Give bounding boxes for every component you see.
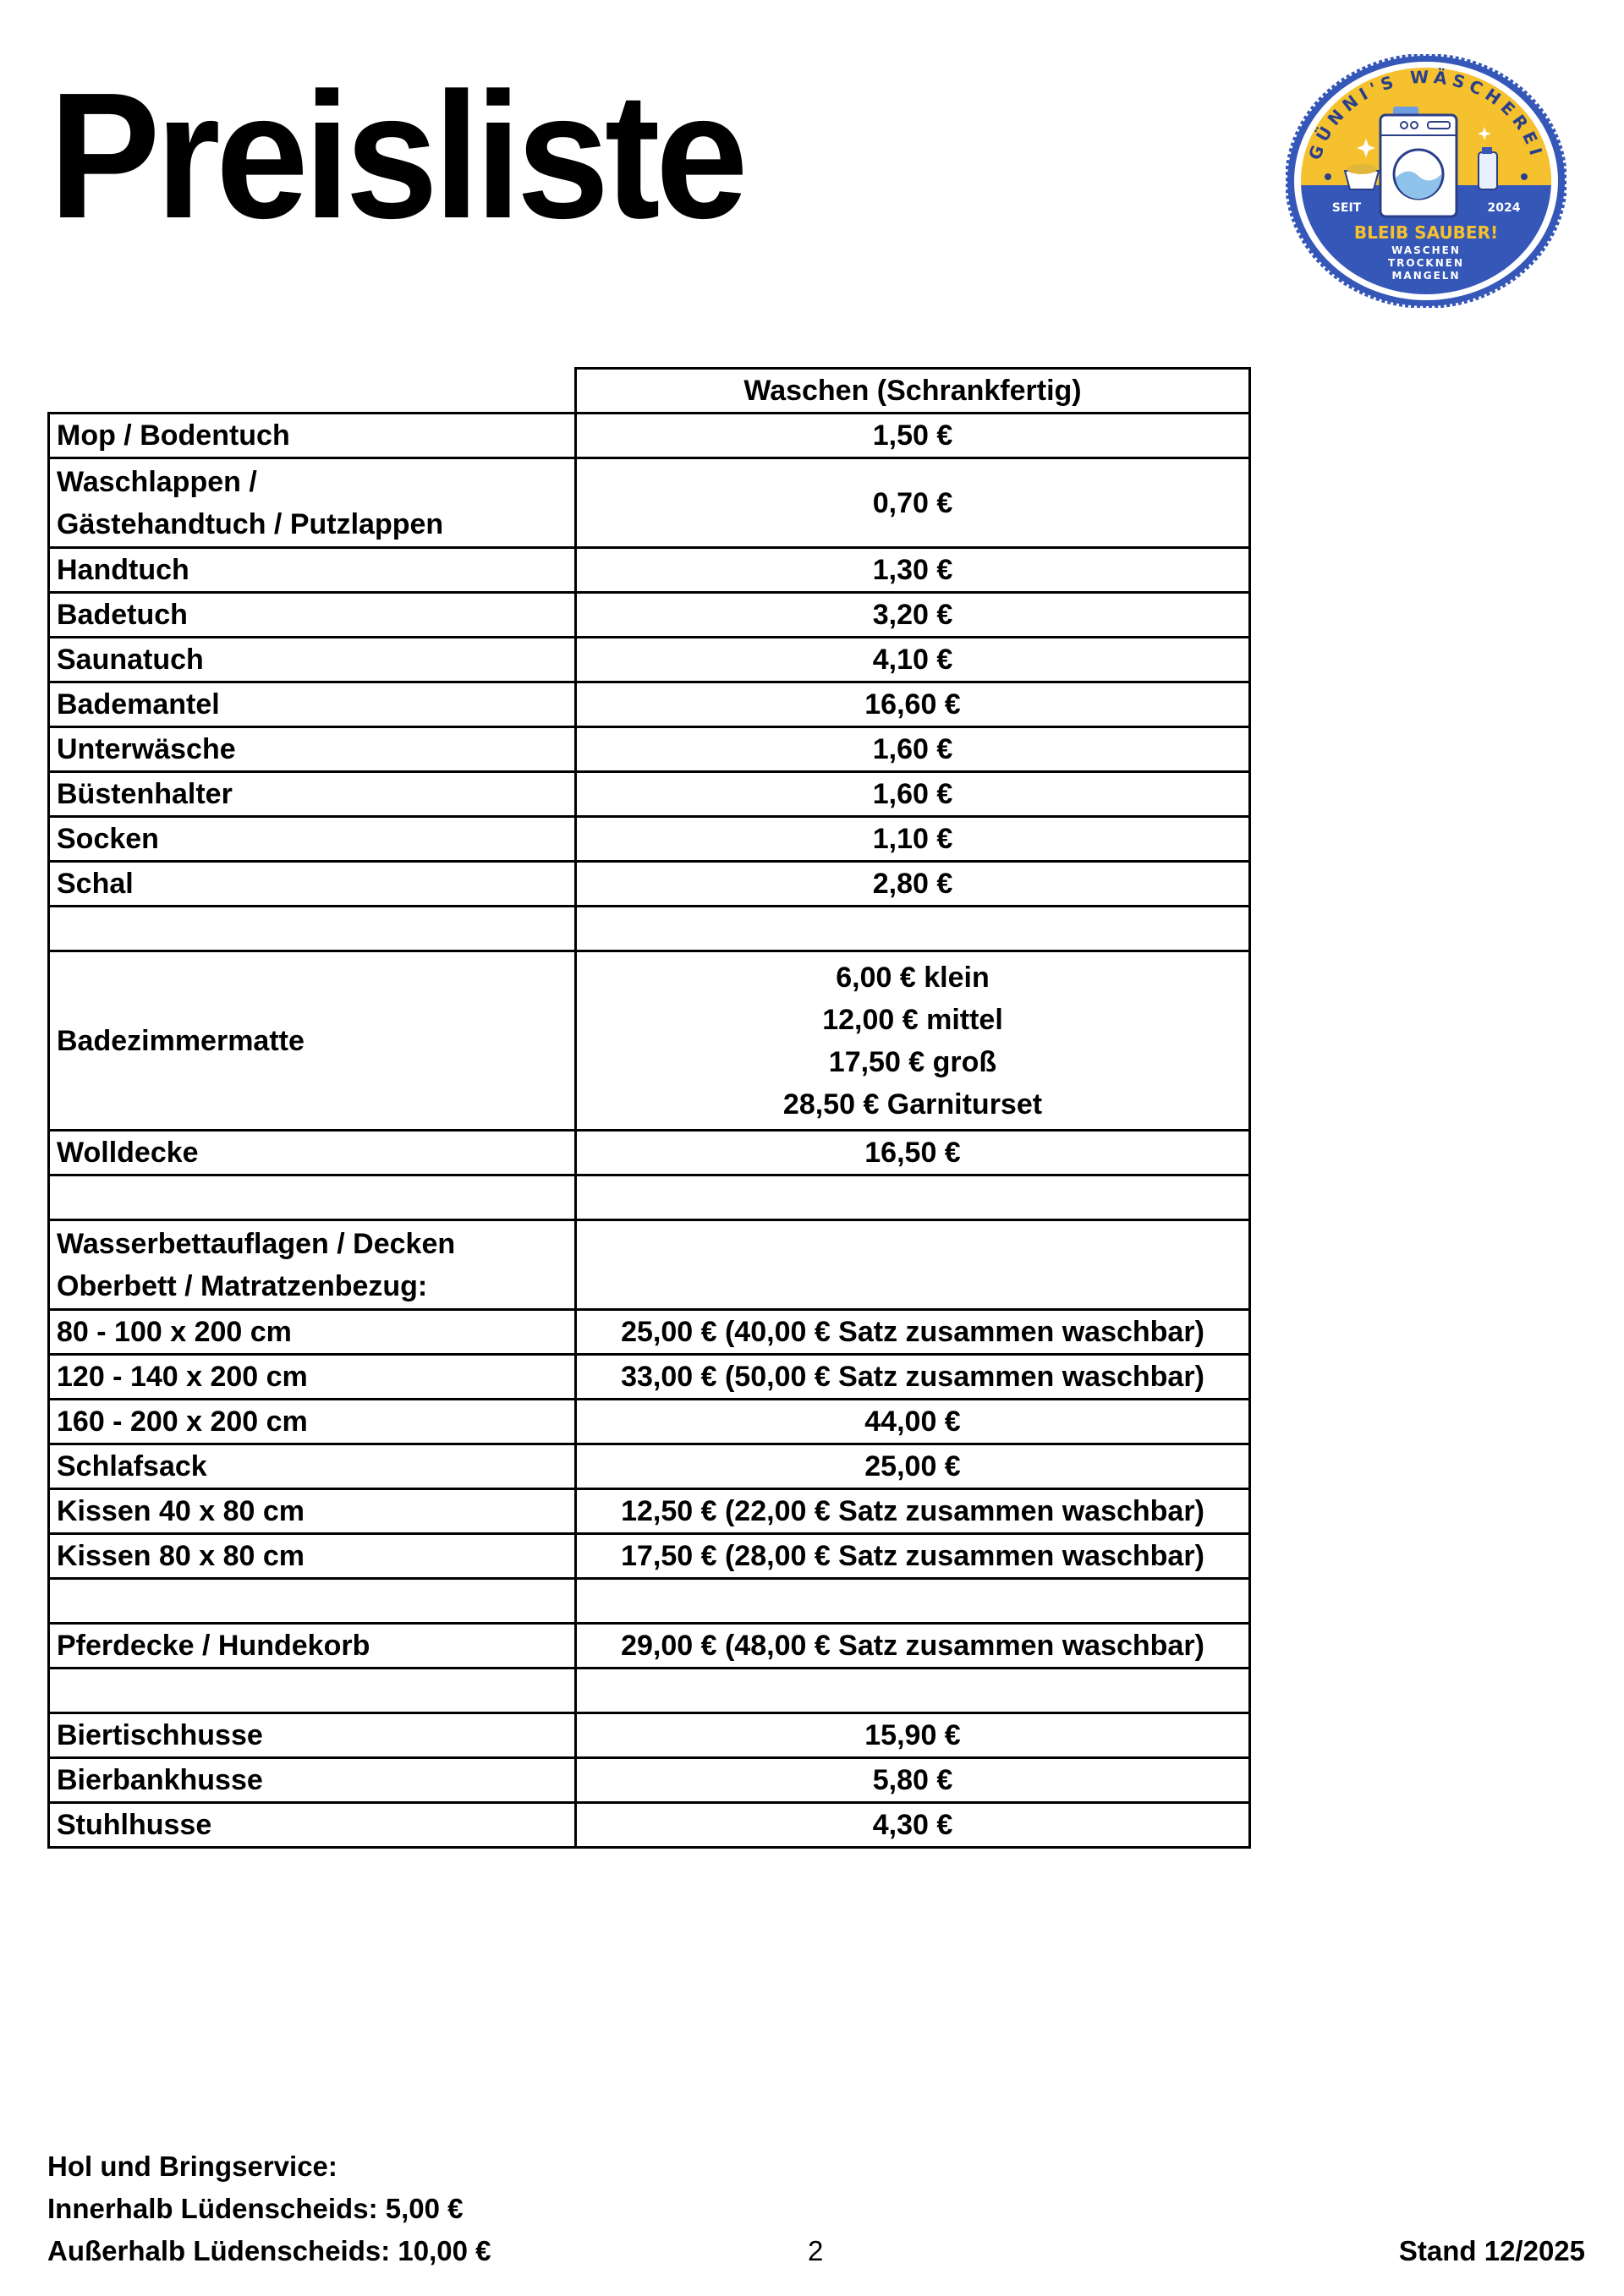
price-table [47,367,1251,1849]
item-price: 1,10 € [576,817,1250,862]
item-price: 15,90 € [576,1713,1250,1758]
item-name: Badetuch [49,593,576,638]
table-row-empty [49,907,1250,951]
revision-date: Stand 12/2025 [1398,2235,1585,2266]
table-row-empty [49,1579,1250,1624]
table-row [49,414,1250,458]
table-row [49,951,1250,1131]
table-row-empty [49,1669,1250,1713]
detergent-bottle-icon [1479,147,1497,189]
table-row [49,1803,1250,1848]
header-empty-cell [49,369,576,414]
item-name: Unterwäsche [49,727,576,772]
item-price [576,1175,1250,1220]
table-row [49,1489,1250,1534]
item-price [576,907,1250,951]
item-price: 12,50 € (22,00 € Satz zusammen waschbar) [576,1489,1250,1534]
table-row [49,1400,1250,1444]
table-row-empty [49,1175,1250,1220]
item-price: 44,00 € [576,1400,1250,1444]
item-name: Badezimmermatte [49,951,576,1131]
table-row [49,1310,1250,1355]
column-header-waschen: Waschen (Schrankfertig) [576,369,1250,414]
logo-seit-text: SEIT [1331,201,1362,215]
item-price: 1,60 € [576,727,1250,772]
table-row [49,1444,1250,1489]
item-price: 2,80 € [576,862,1250,907]
item-name: Socken [49,817,576,862]
item-name: Wolldecke [49,1131,576,1175]
logo-service-drying: TROCKNEN [1387,257,1465,269]
item-price: 5,80 € [576,1758,1250,1803]
table-row [49,593,1250,638]
delivery-service-info [47,2145,491,2272]
item-name: Kissen 40 x 80 cm [49,1489,576,1534]
item-price: 4,10 € [576,638,1250,682]
washing-machine-icon [1380,107,1457,216]
price-size-large: 17,50 € groß [828,1045,997,1078]
item-name: Saunatuch [49,638,576,682]
item-price: 25,00 € (40,00 € Satz zusammen waschbar) [576,1310,1250,1355]
laundry-logo-badge [1286,54,1566,308]
logo-service-washing: WASCHEN [1391,244,1461,256]
item-name: Mop / Bodentuch [49,414,576,458]
item-name: Schal [49,862,576,907]
item-name [49,1669,576,1713]
item-name: Bademantel [49,682,576,727]
item-name: 160 - 200 x 200 cm [49,1400,576,1444]
item-name: Stuhlhusse [49,1803,576,1848]
item-price: 4,30 € [576,1803,1250,1848]
item-price: 16,50 € [576,1131,1250,1175]
item-price: 3,20 € [576,593,1250,638]
item-price [576,1220,1250,1310]
logo-service-mangling: MANGELN [1391,270,1461,282]
table-row [49,727,1250,772]
item-name: Kissen 80 x 80 cm [49,1534,576,1579]
table-row [49,638,1250,682]
item-price: 1,30 € [576,548,1250,593]
price-set: 28,50 € Garniturset [782,1088,1043,1121]
table-row [49,1624,1250,1669]
item-name: Wasserbettauflagen / Decken Oberbett / Matratzenbezug: [49,1220,576,1310]
logo-year-text: 2024 [1487,201,1521,215]
table-row [49,458,1250,548]
item-name: Pferdecke / Hundekorb [49,1624,576,1669]
item-price: 16,60 € [576,682,1250,727]
table-row-section-heading [49,1220,1250,1310]
price-size-medium: 12,00 € mittel [822,1003,1003,1036]
table-row [49,1355,1250,1400]
item-name: Büstenhalter [49,772,576,817]
item-price: 0,70 € [576,458,1250,548]
item-price [576,951,1250,1131]
item-name: Waschlappen / Gästehandtuch / Putzlappen [49,458,576,548]
table-row [49,548,1250,593]
table-row [49,1131,1250,1175]
item-price: 33,00 € (50,00 € Satz zusammen waschbar) [576,1355,1250,1400]
item-price: 1,60 € [576,772,1250,817]
price-size-small: 6,00 € klein [836,961,990,994]
table-row [49,1758,1250,1803]
table-row [49,1713,1250,1758]
item-name: Biertischhusse [49,1713,576,1758]
item-price [576,1669,1250,1713]
item-name: Handtuch [49,548,576,593]
item-name [49,1579,576,1624]
item-price [576,1579,1250,1624]
item-price: 25,00 € [576,1444,1250,1489]
item-name: Schlafsack [49,1444,576,1489]
delivery-service-title: Hol und Bringservice: [47,2151,337,2182]
item-name [49,1175,576,1220]
table-row [49,682,1250,727]
item-name: Bierbankhusse [49,1758,576,1803]
table-row [49,772,1250,817]
item-name: 120 - 140 x 200 cm [49,1355,576,1400]
delivery-price-inside: Innerhalb Lüdenscheids: 5,00 € [47,2193,464,2224]
item-price: 17,50 € (28,00 € Satz zusammen waschbar) [576,1534,1250,1579]
table-row [49,862,1250,907]
page-number: 2 [808,2235,824,2266]
logo-arc-text: GÜNNI'S WÄSCHEREI [1304,66,1548,162]
item-price: 29,00 € (48,00 € Satz zusammen waschbar) [576,1624,1250,1669]
delivery-price-outside: Außerhalb Lüdenscheids: 10,00 € [47,2235,491,2266]
table-row [49,817,1250,862]
logo-slogan: BLEIB SAUBER! [1353,222,1499,243]
item-price: 1,50 € [576,414,1250,458]
item-name: 80 - 100 x 200 cm [49,1310,576,1355]
item-name [49,907,576,951]
table-row [49,1534,1250,1579]
laundry-basket-icon [1345,164,1379,189]
page-title: Preisliste [49,55,744,255]
table-header-row [49,369,1250,414]
